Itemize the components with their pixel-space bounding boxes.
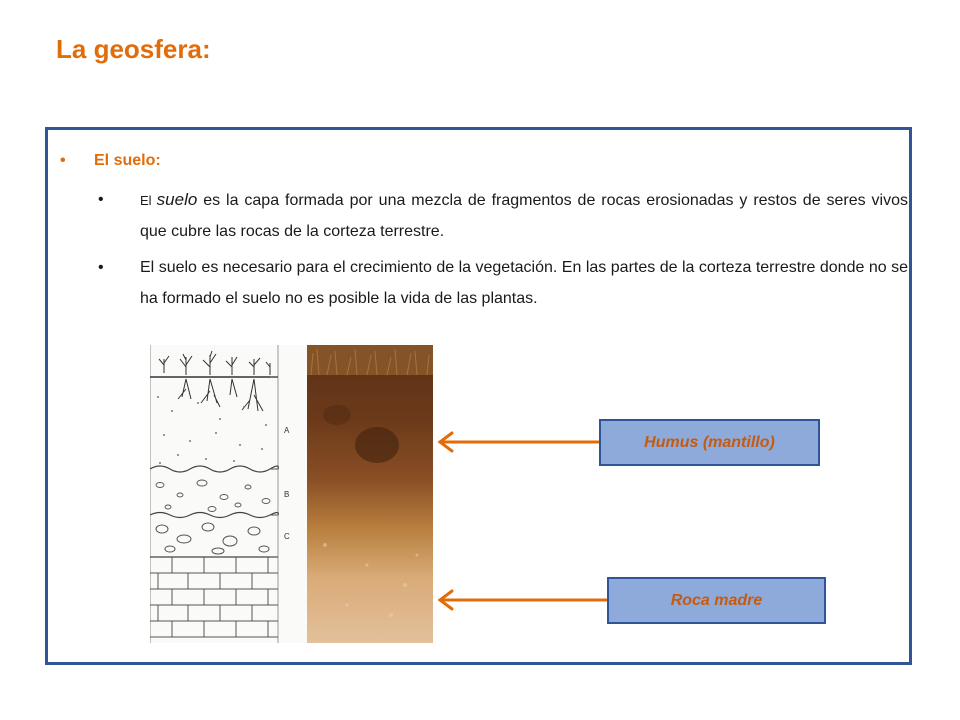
paragraph-prefix: El — [140, 193, 157, 208]
callout-humus: Humus (mantillo) — [599, 419, 820, 466]
soil-profile-photo — [307, 345, 433, 643]
horizon-label-a: A — [284, 426, 290, 435]
callout-roca-madre: Roca madre — [607, 577, 826, 624]
paragraph-text — [140, 184, 908, 247]
horizon-label-b: B — [284, 490, 290, 499]
paragraph-soil-importance — [98, 252, 908, 314]
horizon-label-c: C — [284, 532, 290, 541]
section-heading-label: El suelo: — [94, 152, 161, 169]
bullet-icon: • — [98, 191, 104, 208]
soil-profile-diagram — [150, 345, 307, 643]
paragraph-soil-definition — [98, 184, 908, 247]
bullet-icon: • — [98, 259, 104, 276]
paragraph-body: El suelo es necesario para el crecimiento de la vegetación. En las partes de la corteza terrestre donde no se ha formado el suelo no es posible la vida de las plantas. — [140, 259, 908, 307]
bullet-icon: • — [60, 152, 66, 169]
page-title: La geosfera: — [56, 34, 211, 64]
section-heading — [60, 152, 161, 170]
emphasized-term: suelo — [156, 190, 198, 209]
paragraph-body: es la capa formada por una mezcla de fragmentos de rocas erosionadas y restos de seres vivos que cubre las rocas de la corteza terrestre. — [140, 192, 909, 240]
